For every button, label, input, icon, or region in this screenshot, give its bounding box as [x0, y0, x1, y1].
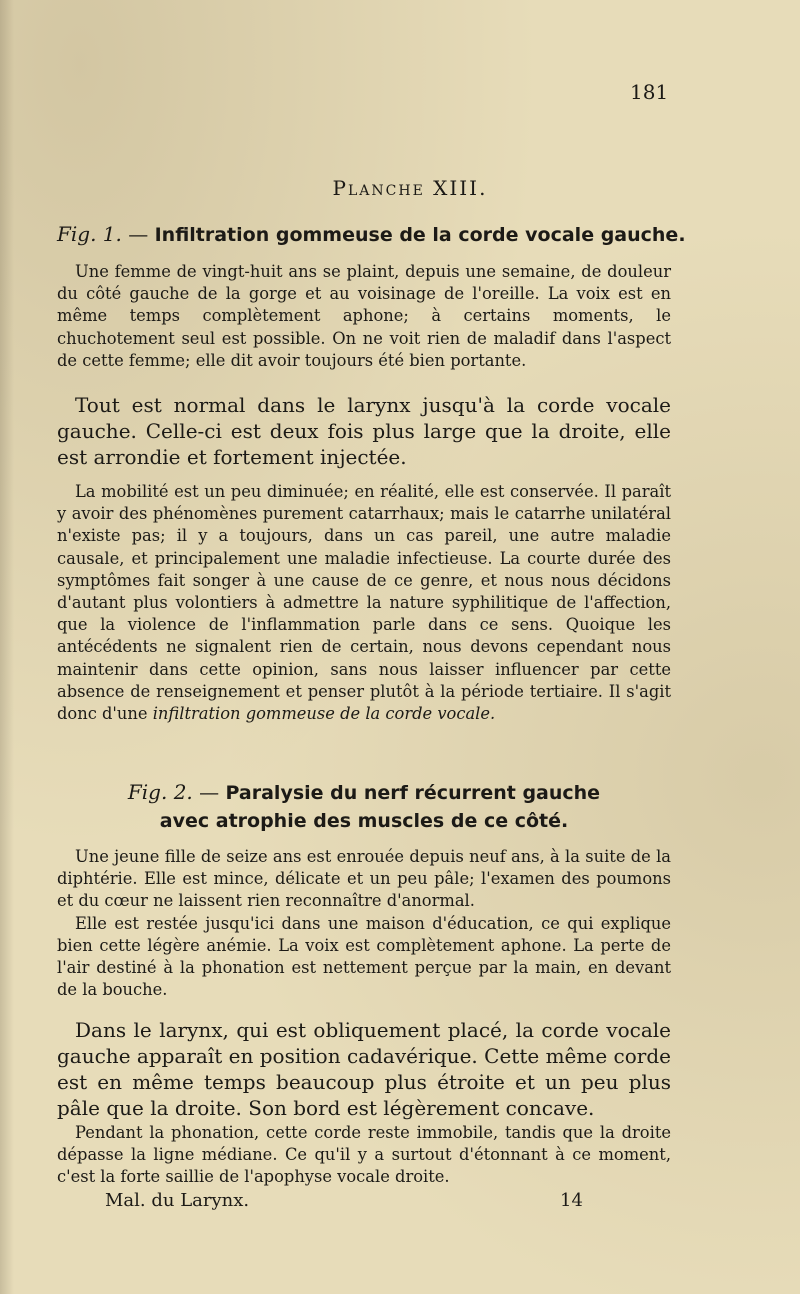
- fig2-title-line1: Paralysie du nerf récurrent gauche: [225, 782, 601, 804]
- fig1-p3-text: La mobilité est un peu diminuée; en réalité, elle est conservée. Il paraît y avoir des phénomènes purement catarrhaux; mais le catarrhe unilatéral n'existe pas; il y a toujours, dans un cas pareil, une autre maladie causale, et principalement une maladie infectieuse. La courte durée des symptômes fait songer à une cause de ce genre, et nous nous décidons d'autant plus volontiers à admettre la nature syphilitique de l'affection, que la violence de l'inflammation parle dans ce sens. Quoique les antécédents ne signalent rien de certain, nous devons cependant nous maintenir dans cette opinion, sans nous laisser influencer par cette absence de renseignement et penser plutôt à la période tertiaire. Il s'agit donc d'une: [57, 482, 671, 724]
- fig1-label: Fig. 1.: [57, 222, 122, 246]
- fig2-p1-text: Une jeune fille de seize ans est enrouée depuis neuf ans, à la suite de la diphtérie. Elle est mince, délicate et un peu pâle; l'examen des poumons et du cœur ne laissent rien reconnaître d'anormal.: [57, 847, 671, 911]
- fig2-p3-text: Dans le larynx, qui est obliquement placé, la corde vocale gauche apparaît en position cadavérique. Cette même corde est en même temps beaucoup plus étroite et un peu plus pâle que la droite. Son bord est légèrement concave.: [57, 1018, 671, 1120]
- fig2-paragraphs-1-2: [57, 846, 671, 1001]
- fig1-dash: —: [121, 222, 155, 246]
- fig1-p3-body: [57, 481, 671, 725]
- fig1-paragraph-2: [57, 392, 671, 470]
- signature-mark: 14: [560, 1190, 583, 1211]
- fig1-p3-emphasis: infiltration gommeuse de la corde vocale.: [152, 704, 496, 724]
- fig1-title: Infiltration gommeuse de la corde vocale gauche.: [154, 224, 686, 246]
- fig2-heading: [57, 780, 671, 832]
- fig2-heading-line1: [57, 780, 671, 804]
- fig1-heading: [57, 222, 747, 246]
- footer-title: Mal. du Larynx.: [105, 1190, 250, 1211]
- fig2-p2-text: Elle est restée jusqu'ici dans une maison d'éducation, ce qui explique bien cette légère anémie. La voix est complètement aphone. La perte de l'air destiné à la phonation est nettement perçue par la main, en devant de la bouche.: [57, 913, 671, 1000]
- fig2-paragraph-4: [57, 1122, 671, 1189]
- fig1-p2-text: Tout est normal dans le larynx jusqu'à la corde vocale gauche. Celle-ci est deux fois plus large que la droite, elle est arrondie et fortement injectée.: [57, 393, 671, 469]
- plate-title-text: Planche XIII.: [332, 176, 488, 200]
- plate-title: [0, 176, 800, 200]
- fig2-dash: —: [192, 780, 226, 804]
- fig1-p1-text: Une femme de vingt-huit ans se plaint, depuis une semaine, de douleur du côté gauche de la gorge et au voisinage de l'oreille. La voix est en même temps complètement aphone; à certains moments, le chuchotement seul est possible. On ne voit rien de maladif dans l'aspect de cette femme; elle dit avoir toujours été bien portante.: [57, 262, 671, 370]
- fig2-label: Fig. 2.: [127, 780, 193, 804]
- fig1-paragraph-1: [57, 261, 671, 372]
- fig2-paragraph-3: [57, 1017, 671, 1121]
- page-number: 181: [630, 80, 669, 104]
- fig1-paragraph-3: [57, 481, 671, 725]
- fig2-title-line2: avec atrophie des muscles de ce côté.: [159, 810, 569, 832]
- fig2-p4-text: Pendant la phonation, cette corde reste immobile, tandis que la droite dépasse la ligne médiane. Ce qu'il y a surtout d'étonnant à ce moment, c'est la forte saillie de l'apophyse vocale droite.: [57, 1123, 671, 1187]
